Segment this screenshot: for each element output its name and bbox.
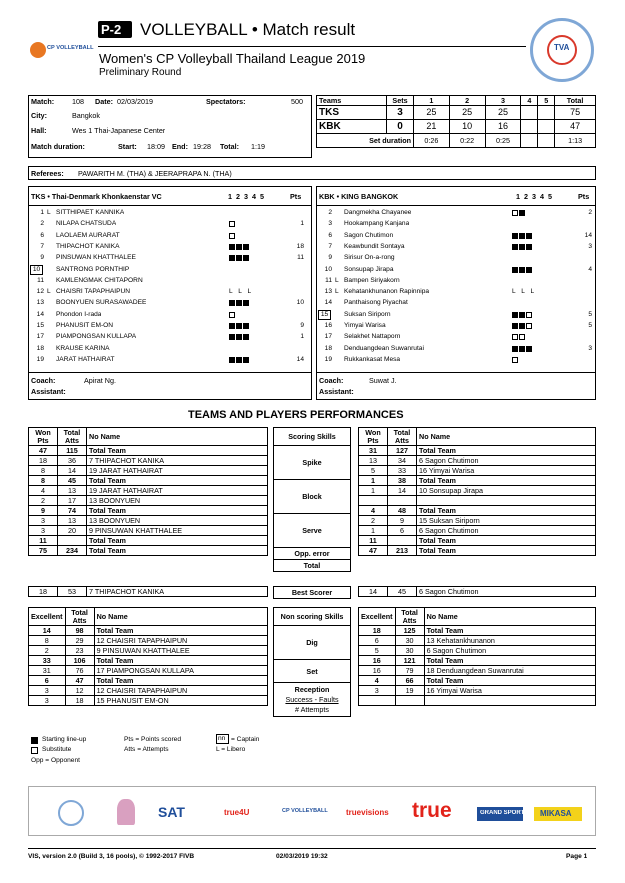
score-row-tks: TKS 3 25 25 25 75 (317, 106, 596, 120)
starting-square-icon (526, 346, 532, 352)
player-row (30, 322, 306, 332)
player-number: 9 (328, 254, 332, 262)
starting-square-icon (243, 334, 249, 340)
starting-square-icon (526, 233, 532, 239)
perf-row: 75 234 Total Team (29, 546, 268, 556)
player-row (318, 333, 594, 343)
set-participation-marks (229, 300, 250, 308)
player-row (30, 266, 306, 276)
perf-row: 18 125 Total Team (359, 626, 596, 636)
spectators-value: 500 (291, 97, 303, 106)
player-row (318, 345, 594, 355)
perf-row: 2 23 9 PINSUWAN KHATTHALEE (29, 646, 268, 656)
set-duration-row: Set duration 0:26 0:22 0:25 1:13 (317, 134, 596, 148)
player-number: 7 (328, 242, 332, 250)
player-number: 16 (324, 322, 332, 329)
perf-row: 16 121 Total Team (359, 656, 596, 666)
perf-row: 11 Total Team (29, 536, 268, 546)
doc-title: VOLLEYBALL • Match result (140, 20, 356, 39)
player-points: 2 (588, 209, 592, 216)
end-time: 19:28 (193, 142, 211, 151)
player-number: 10 (324, 265, 332, 273)
perf-header-row: Excellent Total Atts No Name (29, 608, 268, 626)
set-participation-marks (229, 312, 236, 320)
perf-row: 47 115 Total Team (29, 446, 268, 456)
perf-row: 14 98 Total Team (29, 626, 268, 636)
substitute-square-icon (519, 334, 525, 340)
player-role: L (335, 288, 339, 296)
set-participation-marks (229, 357, 250, 365)
player-points: 9 (300, 322, 304, 329)
player-name: Yimyai Warisa (344, 322, 386, 329)
player-points: 14 (584, 231, 592, 239)
hall-value: Wes 1 Thai-Japanese Center (72, 126, 166, 135)
player-name: Dangmekha Chayanee (344, 209, 412, 216)
player-row (30, 345, 306, 355)
starting-square-icon (229, 244, 235, 250)
perf-table-b (358, 427, 596, 556)
perf-row: 8 14 19 JARAT HATHAIRAT (29, 466, 268, 476)
tva-logo: TVA (530, 18, 594, 82)
perf-table-a (28, 607, 268, 706)
player-name: Sonsupap Jirapa (344, 265, 394, 273)
substitute-square-icon (512, 210, 518, 216)
starting-square-icon (519, 233, 525, 239)
player-name: Keawbundit Sontaya (344, 242, 405, 250)
perf-row: 13 34 6 Sagon Chutimon (359, 456, 596, 466)
perf-row: 3 12 12 CHAISRI TAPAPHAIPUN (29, 686, 268, 696)
player-number: 13 (324, 288, 332, 296)
starting-square-icon (236, 300, 242, 306)
player-name: PHANUSIT EM-ON (56, 322, 114, 329)
score-table: Teams Sets 1 2 3 4 5 Total TKS 3 25 25 25 75 KBK 0 21 10 16 47 Set duration 0:26 0:22 0:25 1:13 (316, 95, 596, 148)
perf-table-a (28, 427, 268, 556)
player-row (318, 254, 594, 264)
starting-square-icon (519, 312, 525, 318)
perf-row: 31 76 17 PIAMPONGSAN KULLAPA (29, 666, 268, 676)
player-number: 2 (40, 220, 44, 228)
player-row (30, 311, 306, 321)
player-name: CHAISRI TAPAPHAIPUN (56, 288, 131, 296)
player-points: 10 (296, 299, 304, 307)
player-row (318, 209, 594, 219)
set-participation-marks (512, 334, 526, 342)
competition-title: Women's CP Volleyball Thailand League 2019 (99, 51, 366, 66)
player-number: 11 (325, 276, 332, 284)
perf-header-row: Won Pts Total Atts No Name (29, 428, 268, 446)
perf-table-a (28, 586, 268, 597)
set-participation-marks (229, 233, 236, 241)
player-name: NILAPA CHATSUDA (56, 220, 117, 228)
perf-row: 3 13 13 BOONYUEN (29, 516, 268, 526)
starting-square-icon (236, 357, 242, 363)
player-name: LAOLAEM AURARAT (56, 231, 120, 239)
player-name: Kehatankhunanon Rapinnipa (344, 288, 430, 296)
perf-row: 1 38 Total Team (359, 476, 596, 486)
perf-row: 11 Total Team (359, 536, 596, 546)
player-row (30, 333, 306, 343)
starting-square-icon (526, 244, 532, 250)
footer-version: VIS, version 2.0 (Build 3, 16 pools), © 1992-2017 FIVB (28, 853, 195, 860)
set-participation-marks (229, 244, 250, 252)
true4u-logo: true4U (224, 808, 250, 817)
player-name: Hookampang Kanjana (344, 220, 410, 228)
starting-square-icon (512, 267, 518, 273)
player-name: Bampen Siriyakorn (344, 276, 400, 284)
player-row (318, 220, 594, 230)
starting-square-icon (512, 233, 518, 239)
player-points: 4 (588, 265, 592, 273)
set-participation-marks (229, 221, 236, 229)
starting-square-icon (243, 357, 249, 363)
starting-square-icon (31, 737, 38, 744)
player-row (30, 220, 306, 230)
player-row (318, 232, 594, 242)
player-number: 11 (37, 276, 44, 284)
player-points: 3 (588, 344, 592, 352)
starting-square-icon (236, 323, 242, 329)
player-row (30, 254, 306, 264)
tva-sponsor-logo (58, 800, 84, 826)
player-number: 14 (324, 299, 332, 307)
substitute-square-icon (229, 312, 235, 318)
perf-row: 6 47 Total Team (29, 676, 268, 686)
perf-row: 5 30 6 Sagon Chutimon (359, 646, 596, 656)
starting-square-icon (512, 323, 518, 329)
perf-row: 2 17 13 BOONYUEN (29, 496, 268, 506)
perf-row: 16 79 18 Denduangdean Suwanrutai (359, 666, 596, 676)
header-rule (98, 46, 526, 47)
perf-header-row: Excellent Total Atts No Name (359, 608, 596, 626)
performance-title: TEAMS AND PLAYERS PERFORMANCES (188, 409, 404, 421)
player-number: 7 (40, 242, 44, 250)
starting-square-icon (519, 210, 525, 216)
perf-table-b (358, 586, 596, 597)
player-row (318, 356, 594, 366)
starting-square-icon (512, 244, 518, 250)
player-number: 15 (36, 322, 44, 329)
perf-row: 18 36 7 THIPACHOT KANIKA (29, 456, 268, 466)
logo-left-text: CP VOLLEYBALL (47, 45, 94, 51)
player-row (318, 311, 594, 321)
player-row (30, 209, 306, 219)
player-points: 5 (588, 322, 592, 329)
substitute-square-icon (512, 357, 518, 363)
true-logo: true (412, 799, 452, 822)
perf-row: 3 18 15 PHANUSIT EM-ON (29, 696, 268, 706)
libero-marks: L L L (512, 288, 537, 296)
team-b-name: KBK • KING BANGKOK (319, 192, 399, 201)
player-number: 10 (30, 265, 43, 275)
player-points: 5 (588, 310, 592, 318)
player-name: PIAMPONGSAN KULLAPA (56, 333, 137, 341)
footer-page: Page 1 (566, 853, 588, 860)
starting-square-icon (243, 255, 249, 261)
perf-row: 47 213 Total Team (359, 546, 596, 556)
perf-row: 8 29 12 CHAISRI TAPAPHAIPUN (29, 636, 268, 646)
player-number: 15 (318, 310, 331, 320)
starting-square-icon (229, 323, 235, 329)
perf-row: 3 19 16 Yimyai Warisa (359, 686, 596, 696)
player-row (318, 243, 594, 253)
set-participation-marks (512, 267, 533, 275)
match-date: 02/03/2019 (117, 97, 153, 106)
player-number: 19 (324, 355, 332, 363)
player-points: 1 (300, 220, 304, 228)
starting-square-icon (512, 312, 518, 318)
team-a-name: TKS • Thai-Denmark Khonkaenstar VC (31, 192, 162, 201)
referees-names: PAWARITH M. (THA) & JEERAPRAPA N. (THA) (78, 169, 232, 178)
starting-square-icon (229, 334, 235, 340)
badge: P-2 (98, 21, 132, 38)
player-role: L (47, 209, 51, 216)
mikasa-logo: MIKASA (534, 807, 582, 821)
player-name: Selakhet Nattaporn (344, 333, 401, 341)
perf-row: 33 106 Total Team (29, 656, 268, 666)
substitute-square-icon (229, 233, 235, 239)
perf-row: 4 66 Total Team (359, 676, 596, 686)
starting-square-icon (519, 346, 525, 352)
perf-row: 1 6 6 Sagon Chutimon (359, 526, 596, 536)
perf-row (359, 496, 596, 506)
total-time: 1:19 (251, 142, 265, 151)
perf-row (359, 696, 596, 706)
substitute-square-icon (229, 221, 235, 227)
player-number: 17 (36, 333, 44, 341)
libero-marks: L L L (229, 288, 254, 296)
player-name: Panthaisong Piyachat (344, 299, 408, 307)
perf-skills-column: Non scoring Skills Dig Set Reception Success - Faults # Attempts (273, 607, 351, 717)
player-row (318, 266, 594, 276)
player-name: BOONYUEN SURASAWADEE (56, 299, 147, 307)
starting-square-icon (236, 244, 242, 250)
set-participation-marks (512, 357, 519, 365)
player-number: 18 (324, 344, 332, 352)
player-points: 18 (296, 242, 304, 250)
starting-square-icon (519, 244, 525, 250)
perf-row: 9 74 Total Team (29, 506, 268, 516)
player-row (30, 288, 306, 298)
set-participation-marks (512, 233, 533, 241)
starting-square-icon (229, 300, 235, 306)
perf-row: 3 20 9 PINSUWAN KHATTHALEE (29, 526, 268, 536)
starting-square-icon (519, 323, 525, 329)
player-name: Suksan Siriporn (344, 310, 391, 318)
starting-square-icon (243, 323, 249, 329)
player-name: SANTRONG PORNTHIP (56, 265, 130, 273)
perf-row: 31 127 Total Team (359, 446, 596, 456)
player-number: 19 (36, 355, 44, 363)
player-name: KAMLENGMAK CHITAPORN (56, 276, 143, 284)
player-name: Rukkankasat Mesa (344, 355, 401, 363)
cp-volleyball-sponsor-logo: CP VOLLEYBALL (282, 808, 328, 814)
team-a-coach: Apirat Ng. (84, 376, 116, 385)
team-b-coach: Suwat J. (369, 376, 397, 385)
city-value: Bangkok (72, 111, 100, 120)
perf-row: 4 13 19 JARAT HATHAIRAT (29, 486, 268, 496)
player-number: 1 (40, 209, 44, 216)
sat-logo: SAT (158, 804, 185, 820)
player-points: 11 (297, 254, 304, 262)
player-row (318, 277, 594, 287)
round-label: Preliminary Round (99, 67, 182, 78)
set-participation-marks (512, 346, 533, 354)
score-row-kbk: KBK 0 21 10 16 47 (317, 120, 596, 134)
player-number: 18 (36, 344, 44, 352)
player-number: 2 (328, 209, 332, 216)
thailand-logo (117, 799, 135, 825)
player-name: PINSUWAN KHATTHALEE (56, 254, 136, 262)
substitute-square-icon (512, 334, 518, 340)
player-name: Sirisur On-a-rong (344, 254, 395, 262)
player-number: 3 (328, 220, 332, 228)
starting-square-icon (526, 267, 532, 273)
perf-row: 14 45 6 Sagon Chutimon (359, 587, 596, 597)
player-row (30, 232, 306, 242)
truevisions-logo: truevisions (346, 808, 389, 817)
set-participation-marks (512, 210, 526, 218)
starting-square-icon (512, 346, 518, 352)
starting-square-icon (236, 255, 242, 261)
player-name: Phondon I-rada (56, 310, 102, 318)
player-number: 6 (40, 231, 44, 239)
player-row (30, 356, 306, 366)
player-number: 9 (40, 254, 44, 262)
player-points: 3 (588, 242, 592, 250)
starting-square-icon (229, 357, 235, 363)
player-row (318, 322, 594, 332)
player-name: JARAT HATHAIRAT (56, 355, 115, 363)
footer-timestamp: 02/03/2019 19:32 (276, 853, 328, 860)
perf-skills-column: Best Scorer (273, 586, 351, 599)
player-row (30, 299, 306, 309)
start-time: 18:09 (147, 142, 165, 151)
player-role: L (47, 288, 51, 296)
starting-square-icon (243, 300, 249, 306)
substitute-square-icon (31, 747, 38, 754)
set-participation-marks (512, 244, 533, 252)
set-participation-marks (229, 255, 250, 263)
substitute-square-icon (526, 312, 532, 318)
player-number: 12 (36, 288, 44, 296)
player-row (318, 299, 594, 309)
player-name: Denduangdean Suwanrutai (344, 344, 424, 352)
player-points: 1 (300, 333, 304, 341)
starting-square-icon (519, 267, 525, 273)
player-role: L (335, 276, 339, 284)
starting-square-icon (243, 244, 249, 250)
set-participation-marks (512, 312, 533, 320)
starting-square-icon (236, 334, 242, 340)
player-points: 14 (296, 355, 304, 363)
perf-row: 8 45 Total Team (29, 476, 268, 486)
player-name: THIPACHOT KANIKA (56, 242, 120, 250)
set-participation-marks (229, 323, 250, 331)
player-row (30, 277, 306, 287)
perf-row: 5 33 16 Yimyai Warisa (359, 466, 596, 476)
grand-sport-logo: GRAND SPORT (477, 807, 523, 821)
set-participation-marks (229, 334, 250, 342)
player-name: SITTHIPAET KANNIKA (56, 209, 125, 216)
player-name: KRAUSE KARINA (56, 344, 110, 352)
player-row (30, 243, 306, 253)
substitute-square-icon (526, 323, 532, 329)
player-number: 6 (328, 231, 332, 239)
perf-row: 1 14 10 Sonsupap Jirapa (359, 486, 596, 496)
perf-header-row: Won Pts Total Atts No Name (359, 428, 596, 446)
player-name: Sagon Chutimon (344, 231, 394, 239)
match-number: 108 (72, 97, 84, 106)
perf-row: 18 53 7 THIPACHOT KANIKA (29, 587, 268, 597)
player-number: 14 (36, 310, 44, 318)
starting-square-icon (229, 255, 235, 261)
perf-table-b (358, 607, 596, 706)
perf-row: 6 30 13 Kehatankhunanon (359, 636, 596, 646)
player-number: 17 (324, 333, 332, 341)
perf-row: 2 9 15 Suksan Siriporn (359, 516, 596, 526)
set-participation-marks (512, 323, 533, 331)
perf-row: 4 48 Total Team (359, 506, 596, 516)
cp-volleyball-logo (28, 36, 94, 66)
perf-skills-column: Scoring Skills Spike Block Serve Opp. error Total (273, 427, 351, 572)
player-row (318, 288, 594, 298)
player-number: 13 (36, 299, 44, 307)
